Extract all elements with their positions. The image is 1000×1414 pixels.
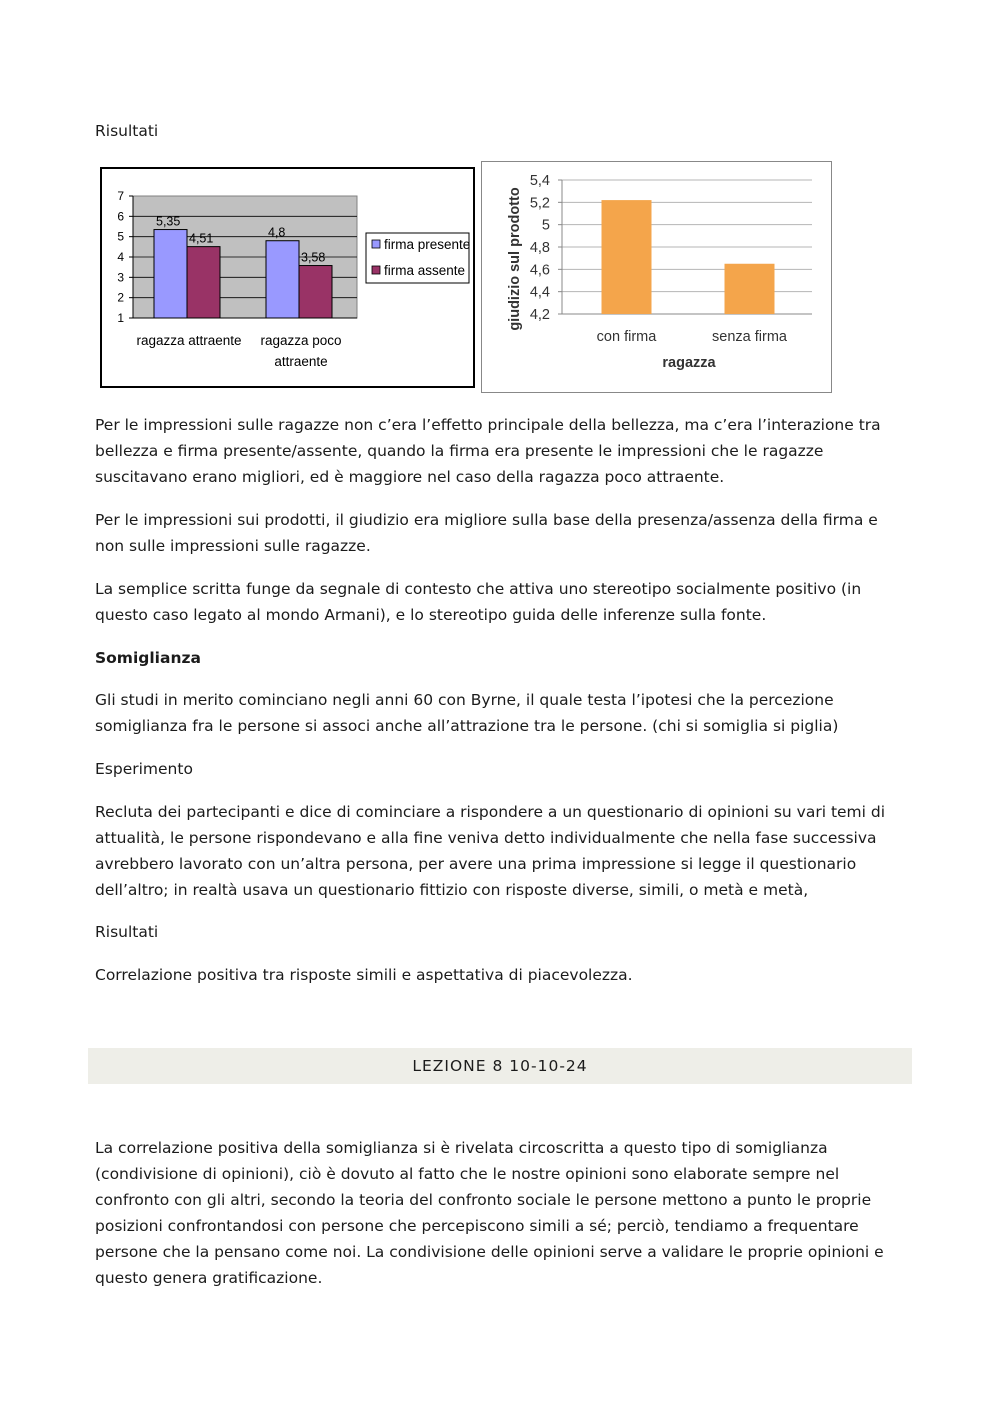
legend-label: firma presente xyxy=(384,237,471,252)
paragraph-stereotype: La semplice scritta funge da segnale di contesto che attiva uno stereotipo socialmente positivo (in questo caso legato al mondo Armani), e lo stereotipo guida delle inferenze sulla fonte. xyxy=(95,580,862,624)
y-axis-title: giudizio sul prodotto xyxy=(507,187,523,331)
paragraph-impressions-products: Per le impressioni sui prodotti, il giudizio era migliore sulla base della presenza/assenza della firma e non sulle impressioni sulle ragazze. xyxy=(95,511,878,555)
heading-similarity: Somiglianza xyxy=(95,649,201,667)
section-label-results-2: Risultati xyxy=(95,923,159,941)
paragraph-experiment: Recluta dei partecipanti e dice di cominciare a rispondere a un questionario di opinioni su vari temi di attualità, le persone rispondevano e alla fine veniva detto individualmente che nella fase successiva avrebbero lavorato con un’altra persona, per avere una prima impressione si legge il questionario dell’altro; in realtà usava un questionario fittizio con risposte diverse, simili, o metà e metà, xyxy=(95,803,886,899)
data-label: 3,58 xyxy=(301,250,326,265)
chart-girls-impressions-svg xyxy=(102,169,473,386)
paragraph-byrne: Gli studi in merito cominciano negli anni 60 con Byrne, il quale testa l’ipotesi che la percezione somiglianza fra le persone si associ anche all’attrazione tra le persone. (chi si somiglia si piglia) xyxy=(95,691,839,735)
legend-swatch xyxy=(372,266,380,274)
y-tick-label: 5,4 xyxy=(529,173,550,189)
bar xyxy=(725,264,775,314)
category-label: attraente xyxy=(274,354,328,369)
y-tick-label: 4,4 xyxy=(529,284,550,301)
x-axis-title: ragazza xyxy=(662,355,716,371)
chart-girls-impressions xyxy=(100,167,475,388)
chart-product-judgement xyxy=(481,161,832,393)
y-tick-label: 3 xyxy=(117,270,124,285)
paragraph-correlation: Correlazione positiva tra risposte simili e aspettativa di piacevolezza. xyxy=(95,966,633,984)
lesson-header: LEZIONE 8 10-10-24 xyxy=(88,1048,912,1084)
paragraph-opinions: La correlazione positiva della somiglianza si è rivelata circoscritta a questo tipo di somiglianza (condivisione di opinioni), ciò è dovuto al fatto che le nostre opinioni sono elaborate sempre nel confronto con gli altri, secondo la teoria del confronto sociale le persone mettono a punto le proprie posizioni confrontandosi con persone che percepiscono simili a sé; perciò, tendiamo a frequentare persone che la pensano come noi. La condivisione delle opinioni serve a validare le proprie opinioni e questo genera gratificazione. xyxy=(95,1139,884,1287)
data-label: 5,35 xyxy=(156,214,181,229)
bar-firma-presente xyxy=(154,230,187,318)
y-tick-label: 1 xyxy=(117,311,124,325)
section-label-results: Risultati xyxy=(95,122,159,140)
y-tick-label: 4 xyxy=(117,250,124,264)
y-tick-label: 5,2 xyxy=(529,195,550,212)
y-tick-label: 6 xyxy=(117,209,124,224)
chart-product-judgement-svg xyxy=(482,162,831,392)
y-tick-label: 2 xyxy=(117,290,124,305)
bar-firma-assente xyxy=(187,247,220,318)
data-label: 4,51 xyxy=(189,231,214,246)
legend-label: firma assente xyxy=(384,263,466,278)
category-label: con firma xyxy=(596,329,657,345)
y-tick-label: 7 xyxy=(117,189,124,203)
y-tick-label: 4,2 xyxy=(529,307,550,323)
data-label: 4,8 xyxy=(268,225,286,240)
y-tick-label: 4,8 xyxy=(529,240,550,256)
paragraph-impressions-girls: Per le impressioni sulle ragazze non c’era l’effetto principale della bellezza, ma c’era l’interazione tra bellezza e firma presente/assente, quando la firma era presente le impressioni che le ragazze suscitavano erano migliori, ed è maggiore nel caso della ragazza poco attraente. xyxy=(95,416,881,486)
bar-firma-presente xyxy=(266,241,299,318)
y-tick-label: 5 xyxy=(117,229,124,244)
y-tick-label: 5 xyxy=(541,217,550,234)
category-label: ragazza attraente xyxy=(136,333,242,348)
bar-firma-assente xyxy=(299,266,332,318)
y-tick-label: 4,6 xyxy=(529,262,550,279)
category-label: senza firma xyxy=(712,329,787,345)
section-label-experiment: Esperimento xyxy=(95,760,193,778)
category-label: ragazza poco xyxy=(260,333,342,348)
bar xyxy=(602,200,652,314)
legend-swatch xyxy=(372,240,380,248)
